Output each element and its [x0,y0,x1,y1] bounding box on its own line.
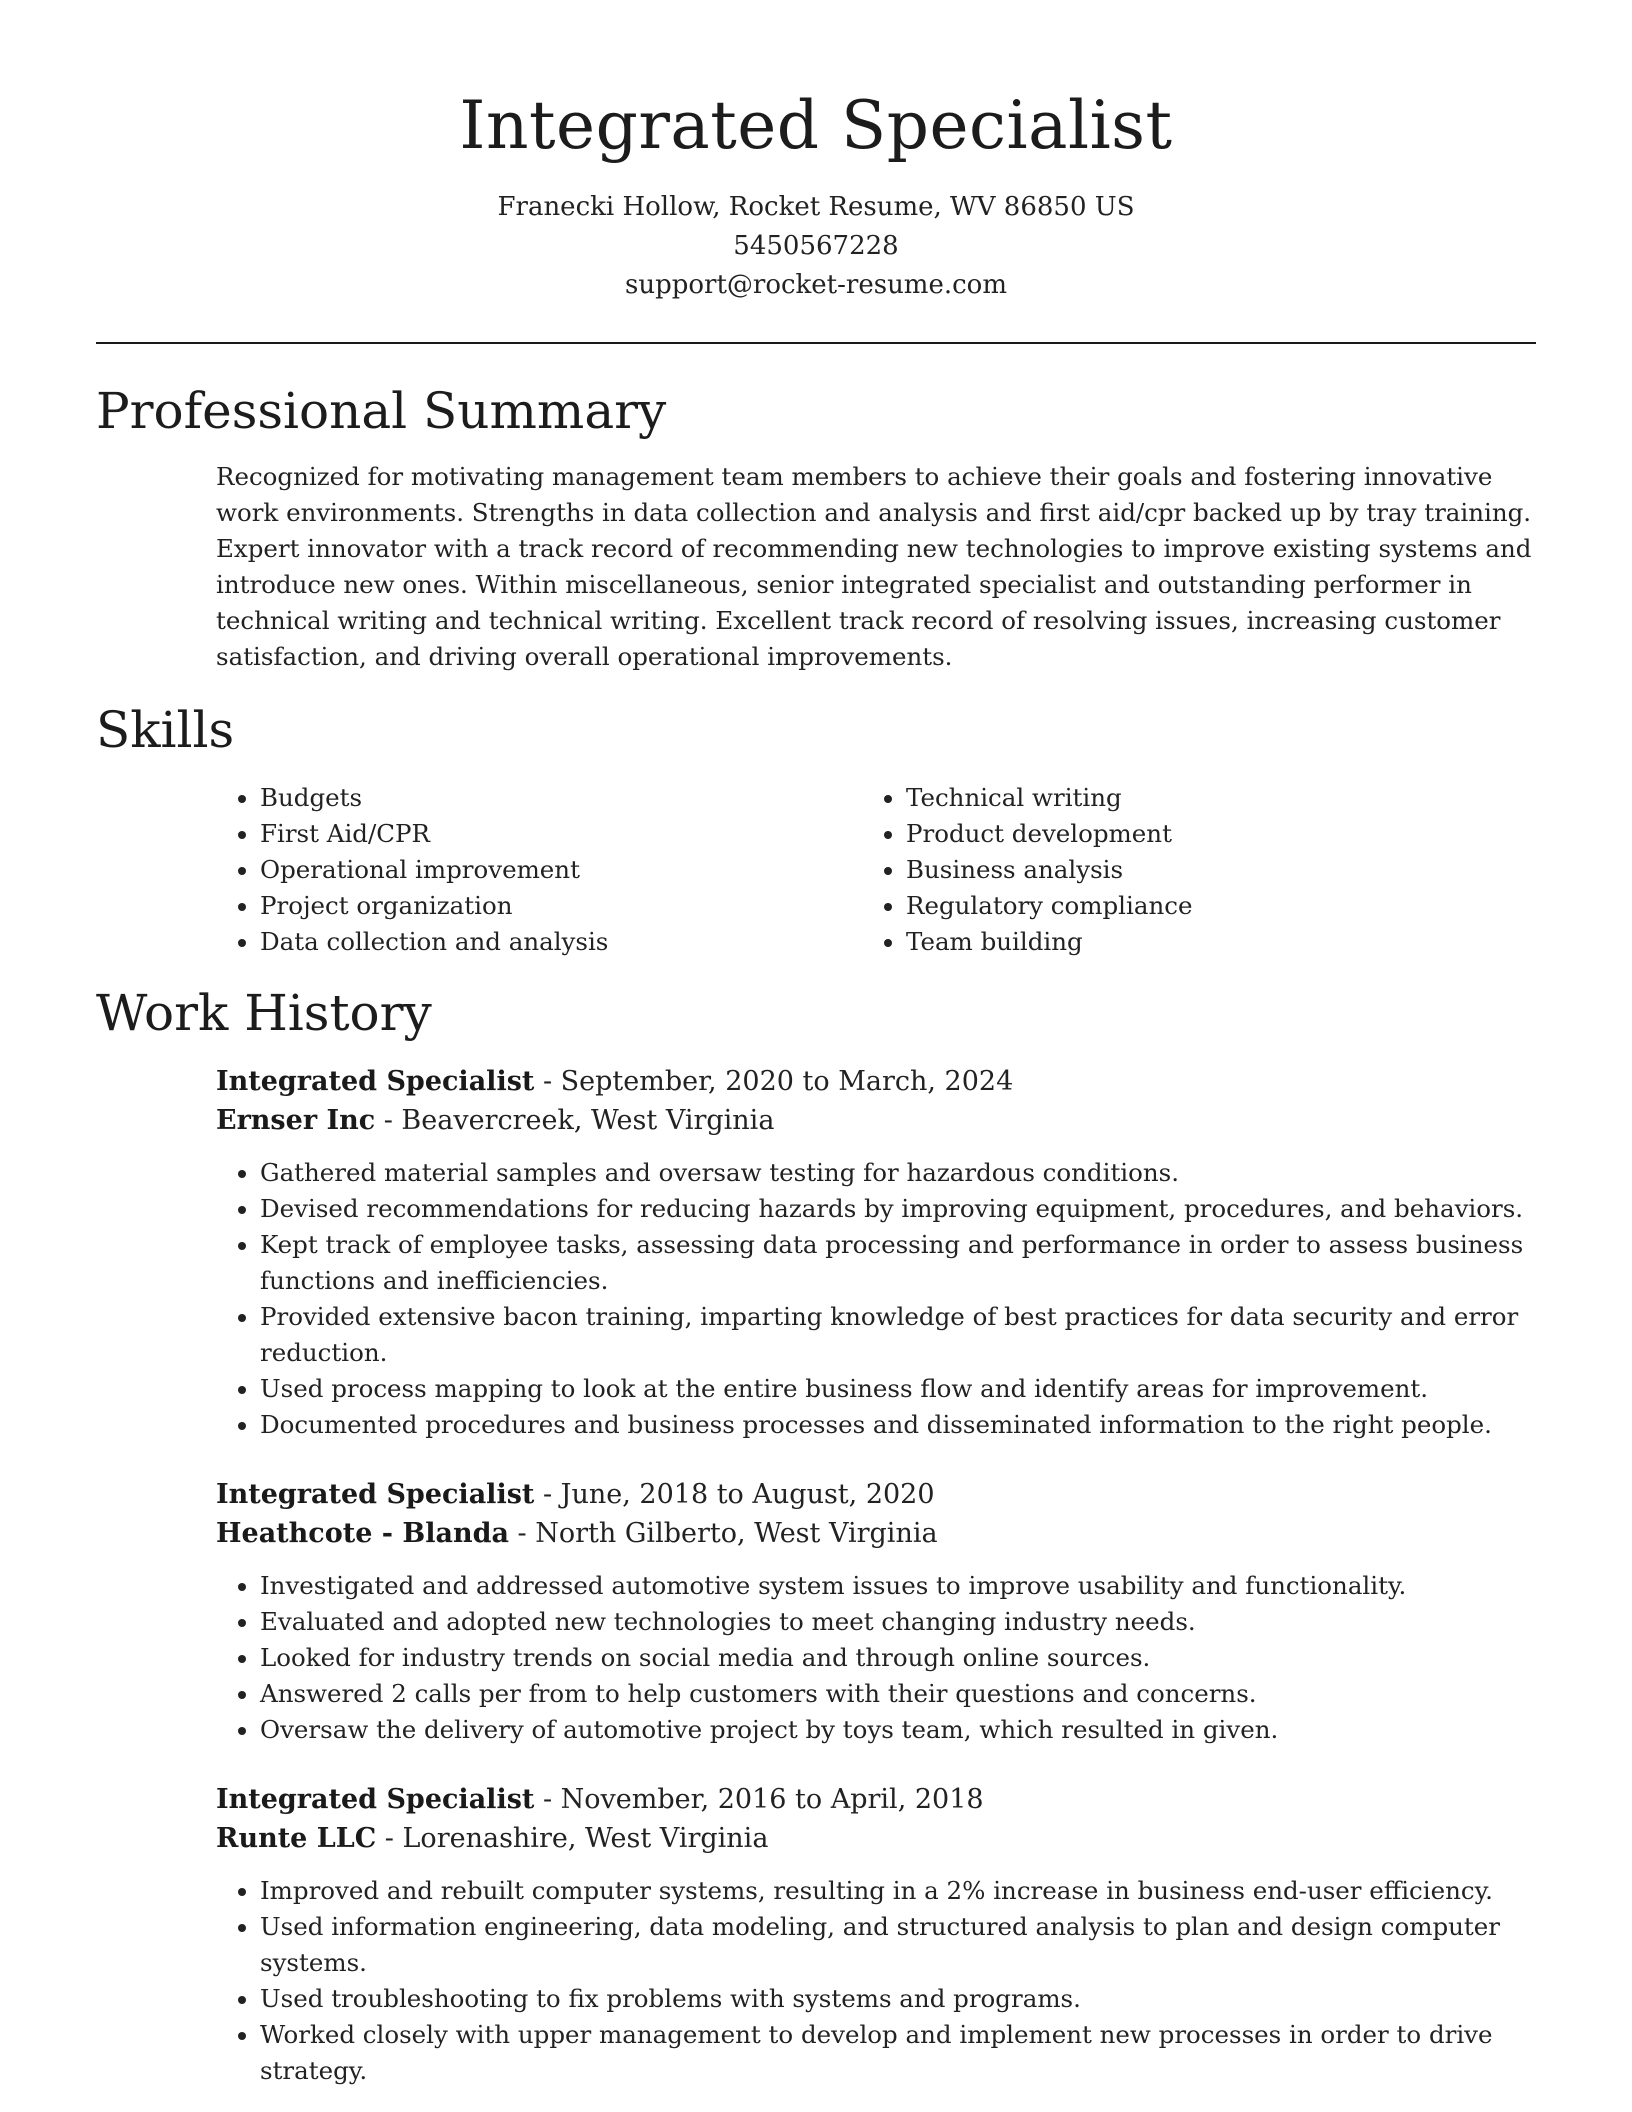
job-duties-list [216,1155,1536,1443]
job-title-line [216,1475,1536,1514]
job-company: Heathcote - Blanda [216,1518,509,1549]
candidate-name: Integrated Specialist [459,87,1173,164]
job-duty: • Looked for industry trends on social media and through online sources. [260,1640,1536,1676]
job-duty: • Evaluated and adopted new technologies to meet changing industry needs. [260,1604,1536,1640]
skill-item: • Business analysis [906,852,1462,888]
job-duty: • Investigated and addressed automotive system issues to improve usability and functionality. [260,1568,1536,1604]
job-duty: • Used process mapping to look at the entire business flow and identify areas for improvement. [260,1371,1536,1407]
job-employer-line [216,1514,1536,1553]
job-duty: • Devised recommendations for reducing hazards by improving equipment, procedures, and behaviors. [260,1191,1536,1227]
work-history-heading: Work History [96,984,432,1042]
job-entry [216,1062,1536,1443]
job-company: Ernser Inc [216,1105,376,1136]
skills-list-right [862,780,1462,960]
job-duty: • Answered 2 calls per from to help customers with their questions and concerns. [260,1676,1536,1712]
job-entry [216,1475,1536,1748]
job-employer-line [216,1819,1536,1858]
job-title: Integrated Specialist [216,1479,535,1510]
job-title-line [216,1062,1536,1101]
contact-address: Franecki Hollow, Rocket Resume, WV 86850 US [497,192,1135,222]
contact-email: support@rocket-resume.com [624,270,1007,300]
job-duty: • Used troubleshooting to fix problems with systems and programs. [260,1981,1536,2017]
job-duty: • Worked closely with upper management to develop and implement new processes in order to drive strategy. [260,2017,1536,2089]
skill-item: • Team building [906,924,1462,960]
job-duty: • Documented procedures and business processes and disseminated information to the right people. [260,1407,1536,1443]
job-title: Integrated Specialist [216,1784,535,1815]
job-duties-list [216,1873,1536,2089]
resume-header [0,82,1632,305]
skill-item: • Budgets [260,780,816,816]
job-duty: • Gathered material samples and oversaw testing for hazardous conditions. [260,1155,1536,1191]
job-title-line [216,1780,1536,1819]
job-dates: - September, 2020 to March, 2024 [534,1066,1014,1097]
job-duty: • Oversaw the delivery of automotive project by toys team, which resulted in given. [260,1712,1536,1748]
skill-item: • First Aid/CPR [260,816,816,852]
job-dates: - November, 2016 to April, 2018 [534,1784,984,1815]
job-duty: • Improved and rebuilt computer systems, resulting in a 2% increase in business end-user efficiency. [260,1873,1536,1909]
job-location: - Lorenashire, West Virginia [376,1823,769,1854]
skills-list-left [216,780,816,960]
contact-phone: 5450567228 [733,231,899,261]
skills-column-left [216,780,816,960]
job-title: Integrated Specialist [216,1066,535,1097]
job-duty: • Provided extensive bacon training, imparting knowledge of best practices for data security and error reduction. [260,1299,1536,1371]
skill-item: • Data collection and analysis [260,924,816,960]
summary-heading: Professional Summary [96,382,667,440]
job-dates: - June, 2018 to August, 2020 [534,1479,935,1510]
summary-text: Recognized for motivating management team members to achieve their goals and fostering innovative work environments. Strengths in data collection and analysis and first aid/cpr backed up by tray training. Expert innovator with a track record of recommending new technologies to improve existing systems and introduce new ones. Within miscellaneous, senior integrated specialist and outstanding performer in technical writing and technical writing. Excellent track record of resolving issues, increasing customer satisfaction, and driving overall operational improvements. [216,462,1532,671]
job-location: - North Gilberto, West Virginia [508,1518,938,1549]
job-duty: • Used information engineering, data modeling, and structured analysis to plan and design computer systems. [260,1909,1536,1981]
skills-column-right [862,780,1462,960]
job-location: - Beavercreek, West Virginia [375,1105,775,1136]
skills-heading: Skills [96,701,235,759]
job-duties-list [216,1568,1536,1748]
skill-item: • Regulatory compliance [906,888,1462,924]
skill-item: • Operational improvement [260,852,816,888]
job-duty: • Kept track of employee tasks, assessing data processing and performance in order to assess business functions and inefficiencies. [260,1227,1536,1299]
job-entry [216,1780,1536,2089]
skill-item: • Project organization [260,888,816,924]
skill-item: • Product development [906,816,1462,852]
job-employer-line [216,1101,1536,1140]
job-company: Runte LLC [216,1823,377,1854]
skill-item: • Technical writing [906,780,1462,816]
header-divider [96,342,1536,344]
